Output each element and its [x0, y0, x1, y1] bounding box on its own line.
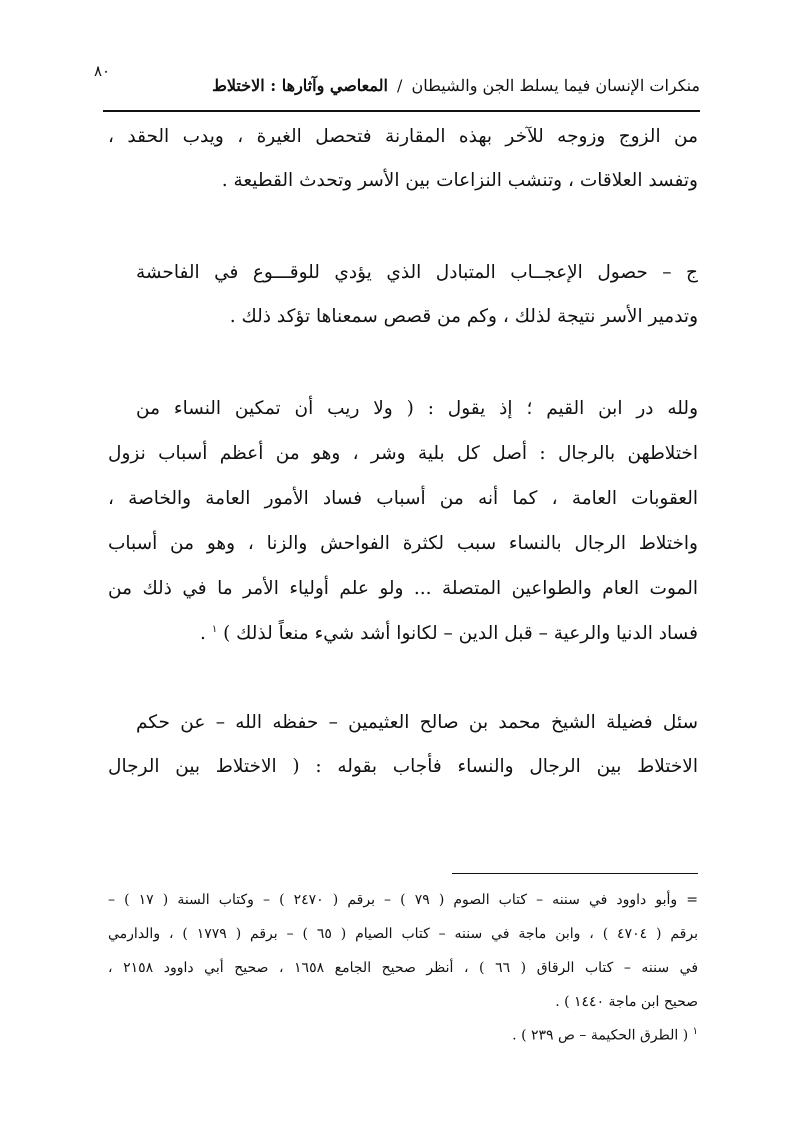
- paragraph-line: من الزوج وزوجه للآخر بهذه المقارنة فتحصل الغيرة ، ويدب الحقد ،: [108, 126, 698, 147]
- paragraph-line: الاختلاط بين الرجال والنساء فأجاب بقوله : ( الاختلاط بين الرجال: [108, 756, 698, 777]
- sentence-end: .: [200, 623, 206, 644]
- book-title: منكرات الإنسان فيما يسلط الجن والشيطان: [411, 76, 700, 95]
- footnote-line: صحيح ابن ماجة ١٤٤٠ ) .: [555, 994, 698, 1010]
- paragraph-line: ولله در ابن القيم ؛ إذ يقول : ( ولا ريب أن تمكين النساء من: [136, 398, 698, 419]
- footnote-marker: ١: [692, 1026, 698, 1037]
- footnote-reference[interactable]: ١: [211, 623, 218, 635]
- paragraph-line: اختلاطهن بالرجال : أصل كل بلية وشر ، وهو من أعظم أسباب نزول: [108, 443, 698, 464]
- quote-text: فساد الدنيا والرعية – قبل الدين – لكانوا أشد شيء منعاً لذلك ): [223, 623, 698, 644]
- paragraph-line: سئل فضيلة الشيخ محمد بن صالح العثيمين – حفظه الله – عن حكم: [136, 712, 698, 733]
- footnote-1: [108, 1026, 698, 1044]
- header-rule: [103, 110, 700, 112]
- paragraph-line: ج – حصول الإعجــاب المتبادل الذي يؤدي للوقـــوع في الفاحشة: [136, 262, 698, 283]
- chapter-title: المعاصي وآثارها : الاختلاط: [212, 76, 388, 95]
- paragraph-line: وتفسد العلاقات ، وتنشب النزاعات بين الأسر وتحدث القطيعة .: [221, 170, 698, 191]
- footnote-line: برقم ( ٤٧٠٤ ) ، وابن ماجة في سننه – كتاب الصيام ( ٦٥ ) – برقم ( ١٧٧٩ ) ، والدارمي: [108, 926, 698, 942]
- paragraph-line: العقوبات العامة ، كما أنه من أسباب فساد الأمور العامة والخاصة ،: [108, 488, 698, 509]
- running-header: [212, 76, 700, 95]
- footnote-line: في سننه – كتاب الرقاق ( ٦٦ ) ، أنظر صحيح الجامع ١٦٥٨ ، صحيح أبي داوود ٢١٥٨ ،: [108, 960, 699, 976]
- header-separator: /: [397, 76, 403, 95]
- footnote-text: ( الطرق الحكيمة – ص ٢٣٩ ) .: [512, 1027, 689, 1044]
- paragraph-line: واختلاط الرجال بالنساء سبب لكثرة الفواحش والزنا ، وهو من أسباب: [108, 533, 698, 554]
- paragraph-line: وتدمير الأسر نتيجة لذلك ، وكم من قصص سمعناها تؤكد ذلك .: [229, 306, 698, 327]
- paragraph-line-last: [108, 623, 698, 644]
- page-number: ٨٠: [94, 62, 111, 80]
- footnote-line: = وأبو داوود في سننه – كتاب الصوم ( ٧٩ ) – برقم ( ٢٤٧٠ ) – وكتاب السنة ( ١٧ ) –: [108, 892, 698, 908]
- footnote-rule: [452, 873, 698, 874]
- paragraph-line: الموت العام والطواعين المتصلة ... ولو علم أولياء الأمر ما في ذلك من: [108, 578, 698, 599]
